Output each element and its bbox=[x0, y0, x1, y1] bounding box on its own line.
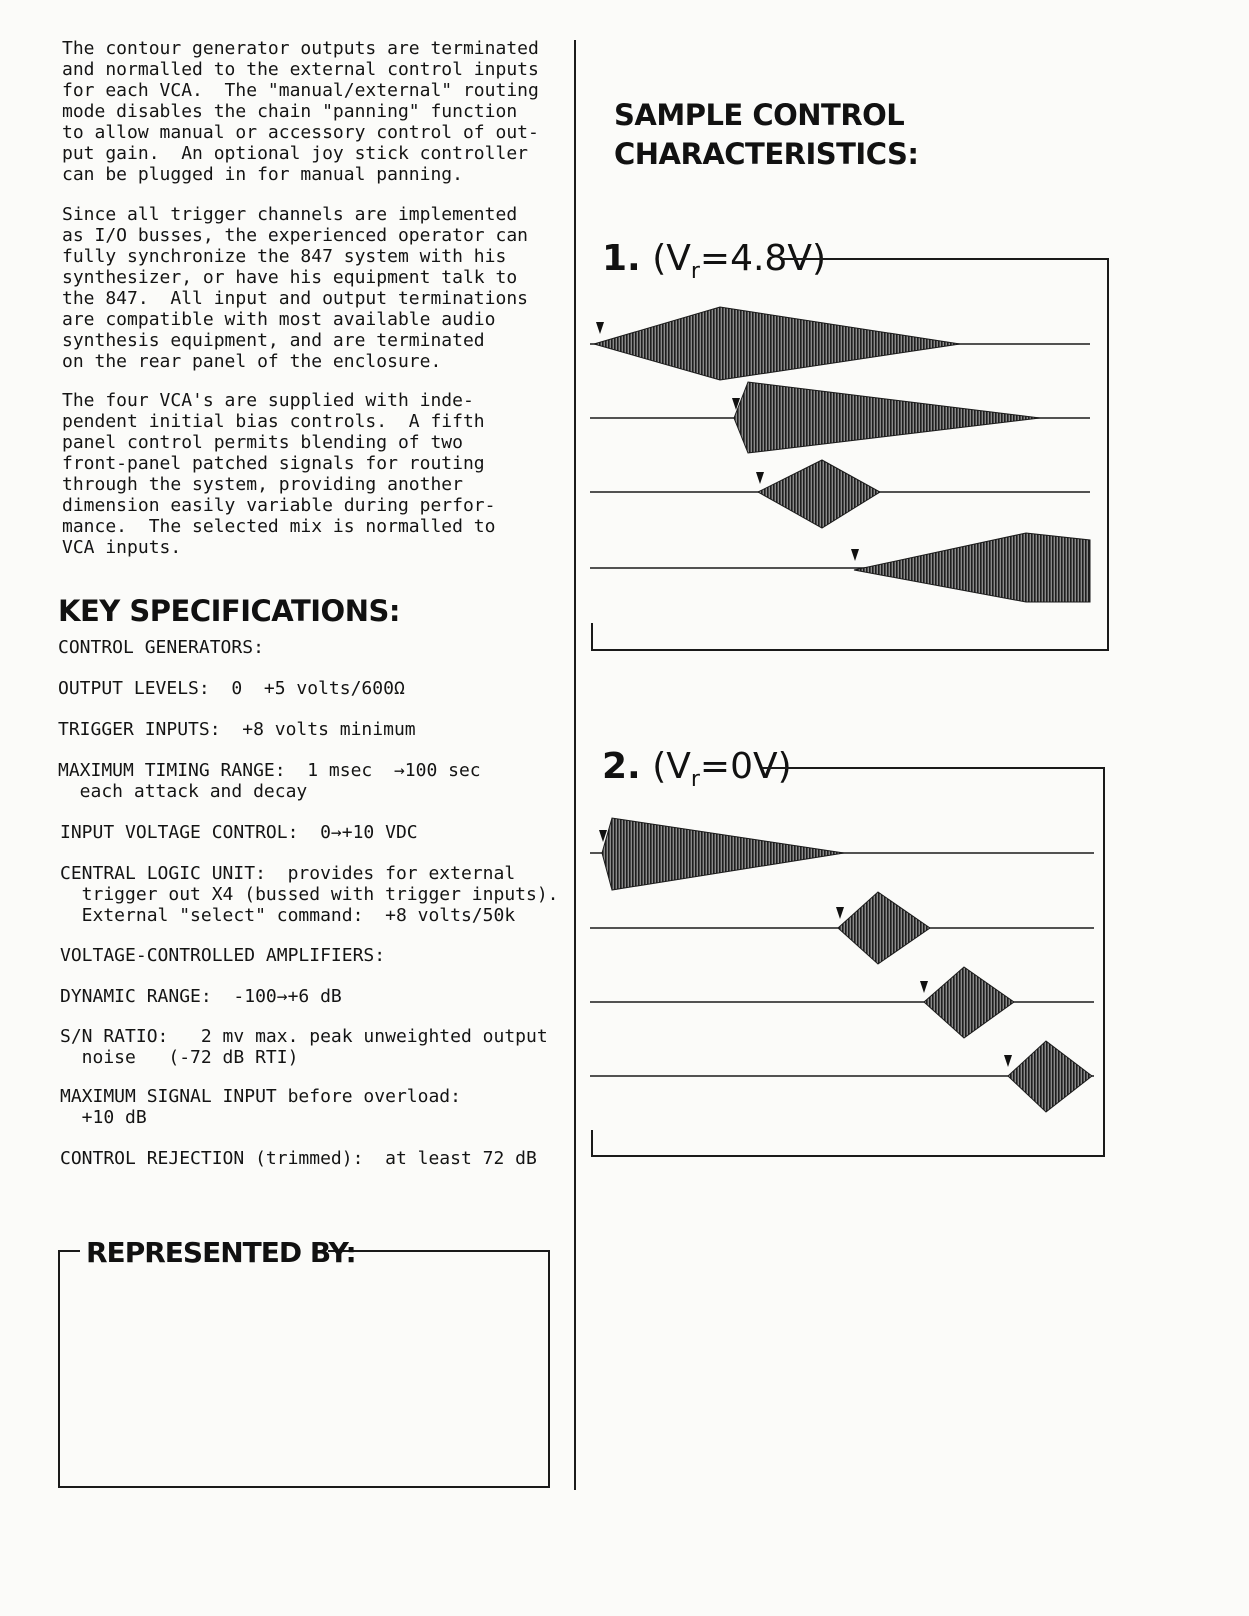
diagram2-label-eq: (V bbox=[652, 746, 691, 787]
diagram2-envelope-4 bbox=[1008, 1041, 1092, 1112]
diagram1-label-sub: r bbox=[690, 259, 700, 285]
represented-by-heading: REPRESENTED BY: bbox=[86, 1236, 356, 1269]
spec-central-logic-unit: CENTRAL LOGIC UNIT: provides for external trigger out X4 (bussed with trigger inputs). External "select" command: +8 volts/50k bbox=[60, 863, 559, 926]
diagram2-trigger-marker-2 bbox=[836, 907, 844, 919]
spec-max-timing-range: MAXIMUM TIMING RANGE: 1 msec →100 sec each attack and decay bbox=[58, 760, 481, 802]
diagram2-trigger-marker-4 bbox=[1004, 1055, 1012, 1067]
represented-by-box-top-left bbox=[58, 1250, 80, 1252]
diagram1-track-1 bbox=[590, 307, 1090, 380]
diagram2-label-number: 2. bbox=[602, 746, 641, 787]
diagram1-label-eq: (V bbox=[652, 238, 691, 279]
diagram1-track-3 bbox=[590, 460, 1090, 528]
diagram2-track-2 bbox=[590, 892, 1094, 964]
sample-control-title-line1: SAMPLE CONTROL bbox=[614, 98, 905, 132]
envelope-diagrams bbox=[590, 240, 1130, 1200]
diagram1-label-number: 1. bbox=[602, 238, 641, 279]
diagram2-envelope-2 bbox=[838, 892, 930, 964]
diagram1-track-2 bbox=[590, 382, 1090, 453]
diagram2-label-sub: r bbox=[690, 767, 700, 793]
diagram2-track-1 bbox=[590, 818, 1094, 890]
spec-output-levels: OUTPUT LEVELS: 0 +5 volts/600Ω bbox=[58, 678, 405, 699]
sample-control-title-line2: CHARACTERISTICS: bbox=[614, 137, 919, 171]
diagram1-trigger-marker-4 bbox=[851, 549, 859, 561]
column-divider bbox=[574, 40, 576, 1490]
paragraph-vca-bias: The four VCA's are supplied with inde- pendent initial bias controls. A fifth panel control permits blending of two front-panel patched signals for routing through the system, providing another dimension easily variable during perfor- mance. The selected mix is normalled to VCA inputs. bbox=[62, 390, 496, 558]
diagram1-trigger-marker-3 bbox=[756, 472, 764, 484]
spec-dynamic-range: DYNAMIC RANGE: -100→+6 dB bbox=[60, 986, 342, 1007]
diagram2-label-value: =0V) bbox=[699, 746, 792, 787]
diagram2-envelope-1 bbox=[602, 818, 844, 890]
diagram1-envelope-2 bbox=[734, 382, 1040, 453]
diagram1-label-value: =4.8V) bbox=[699, 238, 826, 279]
spec-input-voltage-control: INPUT VOLTAGE CONTROL: 0→+10 VDC bbox=[60, 822, 418, 843]
diagram1-envelope-1 bbox=[594, 307, 960, 380]
paragraph-trigger-channels: Since all trigger channels are implemented as I/O busses, the experienced operator can fully synchronize the 847 system with his synthesizer, or have his equipment talk to the 847. All input and output terminations are compatible with most available audio synthesis equipment, and are terminated on the rear panel of the enclosure. bbox=[62, 204, 528, 372]
spec-sn-ratio: S/N RATIO: 2 mv max. peak unweighted output noise (-72 dB RTI) bbox=[60, 1026, 548, 1068]
spec-control-rejection: CONTROL REJECTION (trimmed): at least 72 dB bbox=[60, 1148, 537, 1169]
spec-max-signal-input: MAXIMUM SIGNAL INPUT before overload: +10 dB bbox=[60, 1086, 461, 1128]
diagram2-track-4 bbox=[590, 1041, 1094, 1112]
diagram2-trigger-marker-3 bbox=[920, 981, 928, 993]
spec-trigger-inputs: TRIGGER INPUTS: +8 volts minimum bbox=[58, 719, 416, 740]
represented-by-box bbox=[58, 1250, 550, 1488]
diagram2-track-3 bbox=[590, 967, 1094, 1038]
key-specifications-heading: KEY SPECIFICATIONS: bbox=[58, 594, 400, 628]
spec-control-generators: CONTROL GENERATORS: bbox=[58, 637, 264, 658]
diagram2-envelope-3 bbox=[924, 967, 1014, 1038]
diagram1-envelope-3 bbox=[758, 460, 880, 528]
diagram1-track-4 bbox=[590, 533, 1090, 602]
diagram1-envelope-4 bbox=[854, 533, 1090, 602]
represented-by-box-top-right bbox=[328, 1250, 548, 1252]
paragraph-contour-outputs: The contour generator outputs are terminated and normalled to the external control inputs for each VCA. The "manual/external" routing mode disables the chain "panning" function to allow manual or accessory control of out- put gain. An optional joy stick controller can be plugged in for manual panning. bbox=[62, 38, 539, 185]
spec-vca-heading: VOLTAGE-CONTROLLED AMPLIFIERS: bbox=[60, 945, 386, 966]
diagram1-trigger-marker-1 bbox=[596, 322, 604, 334]
